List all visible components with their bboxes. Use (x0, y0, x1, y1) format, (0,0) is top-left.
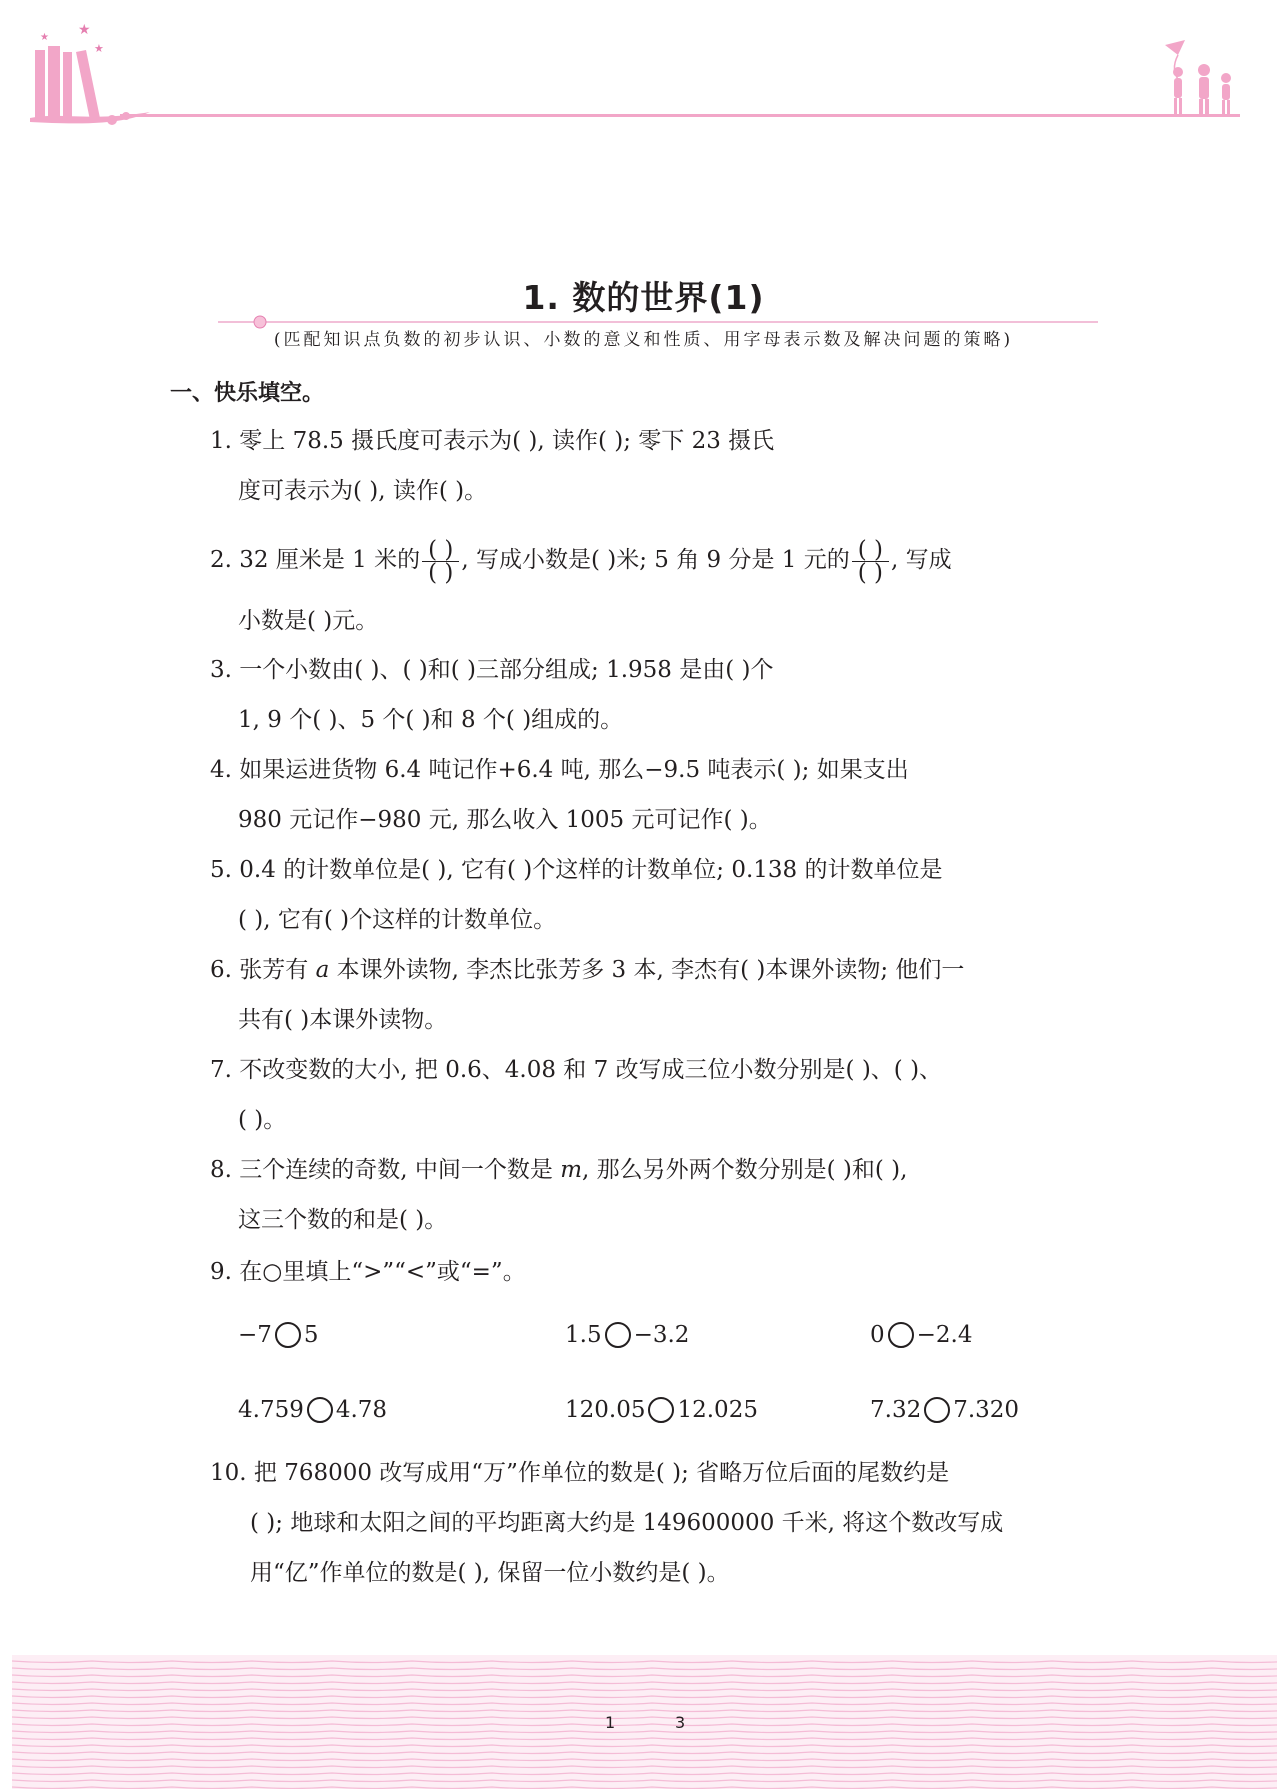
comparison-item (565, 1397, 758, 1423)
fraction-blank (852, 536, 889, 586)
comparison-item (238, 1397, 387, 1423)
books-icon (30, 22, 150, 125)
answer-circle[interactable] (275, 1322, 301, 1348)
question-4-line-2: 980 元记作−980 元, 那么收入 1005 元可记作( )。 (238, 807, 772, 833)
page-title: 1. 数的世界(1) (522, 278, 765, 317)
question-6-line-2: 共有( )本课外读物。 (238, 1007, 448, 1033)
question-6-part-b: 本课外读物, 李杰比张芳多 3 本, 李杰有( )本课外读物; 他们一 (329, 957, 965, 983)
answer-circle[interactable] (924, 1397, 950, 1423)
question-1-line-2: 度可表示为( ), 读作( )。 (238, 478, 488, 504)
question-8-part-a: 8. 三个连续的奇数, 中间一个数是 (210, 1157, 561, 1183)
question-5-line-2: ( ), 它有( )个这样的计数单位。 (238, 907, 557, 933)
variable-m: m (560, 1157, 583, 1183)
question-8-line-2: 这三个数的和是( )。 (238, 1207, 448, 1233)
section-heading: 一、快乐填空。 (170, 381, 325, 406)
comparison-item (565, 1322, 689, 1348)
question-9-line-1: 9. 在○里填上“>”“<”或“=”。 (210, 1259, 526, 1285)
svg-text:★: ★ (94, 42, 104, 55)
comparison-item (870, 1322, 973, 1348)
comparison-right: 7.320 (953, 1397, 1020, 1423)
comparison-right: 4.78 (335, 1397, 388, 1423)
question-2-line-1 (210, 530, 952, 590)
question-1-line-1: 1. 零上 78.5 摄氏度可表示为( ), 读作( ); 零下 23 摄氏 (210, 428, 775, 454)
question-3-line-2: 1, 9 个( )、5 个( )和 8 个( )组成的。 (238, 707, 624, 733)
comparison-left: 0 (870, 1322, 885, 1348)
question-10-line-3: 用“亿”作单位的数是( ), 保留一位小数约是( )。 (250, 1560, 730, 1586)
question-2-part-c: , 写成 (891, 547, 952, 573)
answer-circle[interactable] (605, 1322, 631, 1348)
page-number-right: 3 (675, 1713, 686, 1732)
question-6-line-1 (210, 956, 964, 984)
comparison-left: 1.5 (565, 1322, 602, 1348)
question-10-line-1: 10. 把 768000 改写成用“万”作单位的数是( ); 省略万位后面的尾数约是 (210, 1460, 950, 1486)
comparison-item (870, 1397, 1019, 1423)
answer-circle[interactable] (888, 1322, 914, 1348)
question-10-line-2: ( ); 地球和太阳之间的平均距离大约是 149600000 千米, 将这个数改写成 (250, 1510, 1004, 1536)
page-number-left: 1 (605, 1713, 616, 1732)
comparison-left: 120.05 (565, 1397, 646, 1423)
question-3-line-1: 3. 一个小数由( )、( )和( )三部分组成; 1.958 是由( )个 (210, 657, 774, 683)
variable-a: a (315, 957, 330, 983)
question-2-part-b: , 写成小数是( )米; 5 角 9 分是 1 元的 (461, 547, 850, 573)
question-6-part-a: 6. 张芳有 (210, 957, 316, 983)
header-decoration (0, 0, 1287, 140)
question-2-line-2: 小数是( )元。 (238, 608, 379, 634)
family-kite-icon (1165, 40, 1231, 115)
fraction-blank (422, 536, 459, 586)
comparison-item (238, 1322, 319, 1348)
fraction-numerator: ( ) (852, 539, 889, 562)
footer-pattern (12, 1655, 1277, 1789)
comparison-left: 7.32 (870, 1397, 922, 1423)
svg-text:★: ★ (78, 22, 91, 38)
comparison-right: 12.025 (677, 1397, 758, 1423)
fraction-numerator: ( ) (422, 539, 459, 562)
comparison-right: 5 (303, 1322, 319, 1348)
comparison-right: −2.4 (916, 1322, 973, 1348)
question-5-line-1: 5. 0.4 的计数单位是( ), 它有( )个这样的计数单位; 0.138 的计数单位是 (210, 857, 943, 883)
question-7-line-2: ( )。 (238, 1107, 287, 1133)
comparison-left: 4.759 (238, 1397, 304, 1423)
question-8-part-b: , 那么另外两个数分别是( )和( ), (582, 1157, 908, 1183)
comparison-left: −7 (238, 1322, 272, 1348)
answer-circle[interactable] (648, 1397, 674, 1423)
answer-circle[interactable] (307, 1397, 333, 1423)
comparison-right: −3.2 (633, 1322, 690, 1348)
question-2-part-a: 2. 32 厘米是 1 米的 (210, 547, 421, 573)
page-subtitle: (匹配知识点负数的初步认识、小数的意义和性质、用字母表示数及解决问题的策略) (273, 330, 1014, 350)
fraction-denominator: ( ) (428, 559, 454, 586)
question-4-line-1: 4. 如果运进货物 6.4 吨记作+6.4 吨, 那么−9.5 吨表示( ); 如果支出 (210, 757, 909, 783)
question-8-line-1 (210, 1156, 907, 1184)
fraction-denominator: ( ) (857, 559, 884, 586)
header-rule (120, 114, 1240, 117)
question-7-line-1: 7. 不改变数的大小, 把 0.6、4.08 和 7 改写成三位小数分别是( )、( )、 (210, 1057, 943, 1083)
svg-text:★: ★ (40, 32, 49, 43)
